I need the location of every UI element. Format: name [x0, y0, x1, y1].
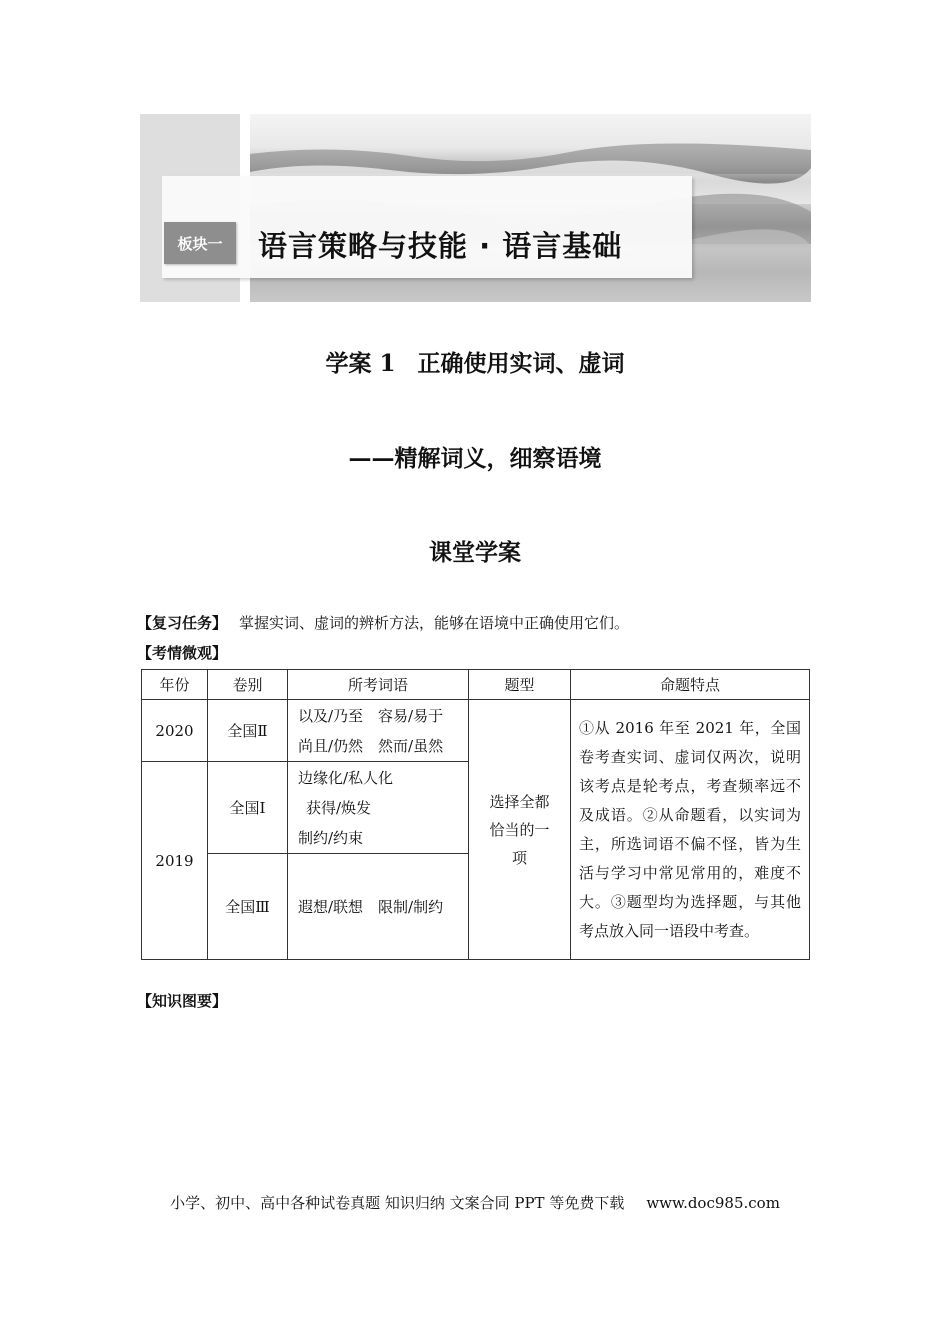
words-cell	[288, 762, 469, 854]
feature-cell: ①从 2016 年至 2021 年，全国卷考查实词、虚词仅两次，说明该考点是轮考点，考查频率远不及成语。②从命题看，以实词为主，所选词语不偏不怪，皆为生活与学习中常见常用的，难度不大。③题型均为选择题，与其他考点放入同一语段中考查。	[571, 700, 810, 960]
exam-table	[141, 669, 810, 960]
lesson-subtitle: ——精解词义，细察语境	[348, 445, 602, 472]
word-line: 制约/约束	[298, 828, 364, 847]
word-line: 边缘化/私人化	[298, 768, 394, 787]
type-cell: 选择全都恰当的一项	[469, 700, 571, 960]
knowledge-map-label	[137, 990, 227, 1011]
footer-text: 小学、初中、高中各种试卷真题 知识归纳 文案合同 PPT 等免费下载	[170, 1194, 625, 1212]
page-footer	[0, 1192, 950, 1213]
word-line: 获得/焕发	[306, 798, 372, 817]
table-header: 题型	[469, 670, 571, 700]
review-task-text: 掌握实词、虚词的辨析方法，能够在语境中正确使用它们。	[239, 614, 630, 632]
table-header: 所考词语	[288, 670, 469, 700]
words-cell	[288, 700, 469, 762]
word-line: 尚且/仍然 然而/虽然	[298, 736, 444, 755]
knowledge-map-label-text: 【知识图要】	[137, 992, 228, 1010]
table-header-row	[142, 670, 810, 700]
word-line: 遐想/联想 限制/制约	[298, 897, 444, 916]
exam-overview-label-text: 【考情微观】	[137, 644, 228, 662]
review-task-label: 【复习任务】	[137, 614, 228, 632]
word-line: 以及/乃至 容易/易于	[298, 706, 444, 725]
banner	[140, 114, 811, 302]
paper-cell: 全国Ⅱ	[208, 700, 288, 762]
paper-cell: 全国Ⅰ	[208, 762, 288, 854]
lesson-heading	[0, 345, 950, 378]
words-cell	[288, 854, 469, 960]
lesson-number: 学案 1	[325, 350, 396, 377]
table-header: 命题特点	[571, 670, 810, 700]
table-row	[142, 700, 810, 762]
paper-cell: 全国Ⅲ	[208, 854, 288, 960]
exam-overview-label	[137, 642, 227, 663]
footer-url[interactable]: www.doc985.com	[646, 1194, 780, 1212]
banner-title: 语言策略与技能 · 语言基础	[258, 229, 623, 263]
table-header: 年份	[142, 670, 208, 700]
lesson-title: 正确使用实词、虚词	[417, 350, 625, 377]
review-task	[137, 612, 629, 633]
section-heading: 课堂学案	[429, 539, 521, 566]
year-cell: 2020	[142, 700, 208, 762]
table-header: 卷别	[208, 670, 288, 700]
year-cell: 2019	[142, 762, 208, 960]
banner-section-tag: 板块一	[164, 222, 236, 264]
